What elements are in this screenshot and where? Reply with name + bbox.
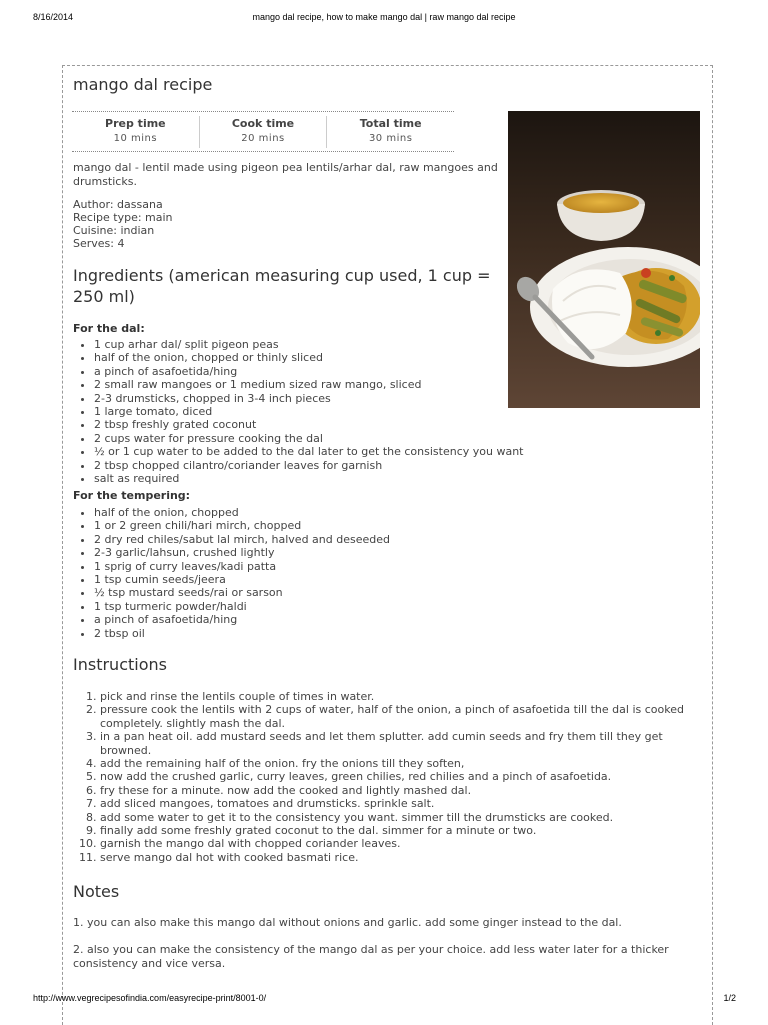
instruction-step: 11. serve mango dal hot with cooked basmati rice. bbox=[100, 851, 700, 864]
ingredient-item: • 2 tbsp freshly grated coconut bbox=[94, 418, 694, 431]
total-time bbox=[327, 116, 454, 148]
tempering-item: • ½ tsp mustard seeds/rai or sarson bbox=[94, 586, 694, 599]
cook-time bbox=[200, 116, 328, 148]
tempering-item: • 2 dry red chiles/sabut lal mirch, halved and deseeded bbox=[94, 533, 694, 546]
tempering-item: • half of the onion, chopped bbox=[94, 506, 694, 519]
instruction-step: 2. pressure cook the lentils with 2 cups of water, half of the onion, a pinch of asafoetida till the dal is cooked completely. slightly mash the dal. bbox=[100, 703, 700, 730]
ingredient-item: • 2 cups water for pressure cooking the dal bbox=[94, 432, 694, 445]
prep-time-label: Prep time bbox=[105, 117, 166, 130]
ingredient-item: • 2-3 drumsticks, chopped in 3-4 inch pieces bbox=[94, 392, 694, 405]
tempering-heading: For the tempering: bbox=[73, 489, 191, 502]
recipe-type: Recipe type: main bbox=[73, 211, 173, 224]
tempering-ingredient-list bbox=[73, 506, 694, 640]
instruction-step: 7. add sliced mangoes, tomatoes and drumsticks. sprinkle salt. bbox=[100, 797, 700, 810]
instruction-step: 4. add the remaining half of the onion. fry the onions till they soften, bbox=[100, 757, 700, 770]
tempering-item: • 2 tbsp oil bbox=[94, 627, 694, 640]
recipe-title: mango dal recipe bbox=[73, 75, 213, 94]
recipe-author: Author: dassana bbox=[73, 198, 163, 211]
ingredient-item: • 2 small raw mangoes or 1 medium sized raw mango, sliced bbox=[94, 378, 694, 391]
tempering-item: • 1 sprig of curry leaves/kadi patta bbox=[94, 560, 694, 573]
recipe-summary: mango dal - lentil made using pigeon pea lentils/arhar dal, raw mangoes and drumsticks. bbox=[73, 161, 498, 188]
ingredient-item: • 2 tbsp chopped cilantro/coriander leaves for garnish bbox=[94, 459, 694, 472]
ingredient-item: • a pinch of asafoetida/hing bbox=[94, 365, 694, 378]
dal-heading: For the dal: bbox=[73, 322, 145, 335]
total-time-value: 30 mins bbox=[368, 133, 413, 144]
ingredient-item: • half of the onion, chopped or thinly sliced bbox=[94, 351, 694, 364]
print-page-title: mango dal recipe, how to make mango dal | raw mango dal recipe bbox=[252, 12, 516, 22]
ingredient-item: • 1 large tomato, diced bbox=[94, 405, 694, 418]
note-2: 2. also you can make the consistency of the mango dal as per your choice. add less water later for a thicker consistency and vice versa. bbox=[73, 943, 669, 970]
ingredient-item: • salt as required bbox=[94, 472, 694, 485]
divider-top bbox=[72, 111, 454, 112]
print-url: http://www.vegrecipesofindia.com/easyrecipe-print/8001-0/ bbox=[33, 993, 267, 1003]
tempering-item: • 1 or 2 green chili/hari mirch, chopped bbox=[94, 519, 694, 532]
divider-bottom bbox=[72, 151, 454, 152]
note-1: 1. you can also make this mango dal without onions and garlic. add some ginger instead to the dal. bbox=[73, 916, 622, 929]
ingredients-heading: Ingredients (american measuring cup used, 1 cup = 250 ml) bbox=[73, 266, 491, 306]
instruction-step: 3. in a pan heat oil. add mustard seeds and let them splutter. add cumin seeds and fry them till they get browned. bbox=[100, 730, 700, 757]
tempering-item: • 1 tsp cumin seeds/jeera bbox=[94, 573, 694, 586]
recipe-serves: Serves: 4 bbox=[73, 237, 125, 250]
instruction-step: 8. add some water to get it to the consistency you want. simmer till the drumsticks are cooked. bbox=[100, 811, 700, 824]
instructions-heading: Instructions bbox=[73, 655, 167, 674]
total-time-label: Total time bbox=[359, 117, 422, 130]
instruction-step: 1. pick and rinse the lentils couple of times in water. bbox=[100, 690, 700, 703]
cook-time-label: Cook time bbox=[231, 117, 295, 130]
recipe-card bbox=[62, 65, 713, 1025]
recipe-times bbox=[72, 116, 454, 148]
print-date: 8/16/2014 bbox=[33, 12, 74, 22]
ingredient-item: • ½ or 1 cup water to be added to the dal later to get the consistency you want bbox=[94, 445, 694, 458]
tempering-item: • 1 tsp turmeric powder/haldi bbox=[94, 600, 694, 613]
page-number: 1/2 bbox=[723, 993, 736, 1003]
cook-time-value: 20 mins bbox=[241, 133, 285, 144]
recipe-cuisine: Cuisine: indian bbox=[73, 224, 155, 237]
dal-ingredient-list bbox=[73, 338, 694, 485]
instruction-step: 10. garnish the mango dal with chopped coriander leaves. bbox=[100, 837, 700, 850]
tempering-item: • 2-3 garlic/lahsun, crushed lightly bbox=[94, 546, 694, 559]
tempering-item: • a pinch of asafoetida/hing bbox=[94, 613, 694, 626]
instruction-step: 6. fry these for a minute. now add the cooked and lightly mashed dal. bbox=[100, 784, 700, 797]
notes-heading: Notes bbox=[73, 882, 120, 901]
instruction-step: 5. now add the crushed garlic, curry leaves, green chilies, red chilies and a pinch of asafoetida. bbox=[100, 770, 700, 783]
prep-time bbox=[72, 116, 200, 148]
instruction-step: 9. finally add some freshly grated coconut to the dal. simmer for a minute or two. bbox=[100, 824, 700, 837]
instructions-list bbox=[73, 690, 700, 864]
ingredient-item: • 1 cup arhar dal/ split pigeon peas bbox=[94, 338, 694, 351]
prep-time-value: 10 mins bbox=[113, 133, 158, 144]
